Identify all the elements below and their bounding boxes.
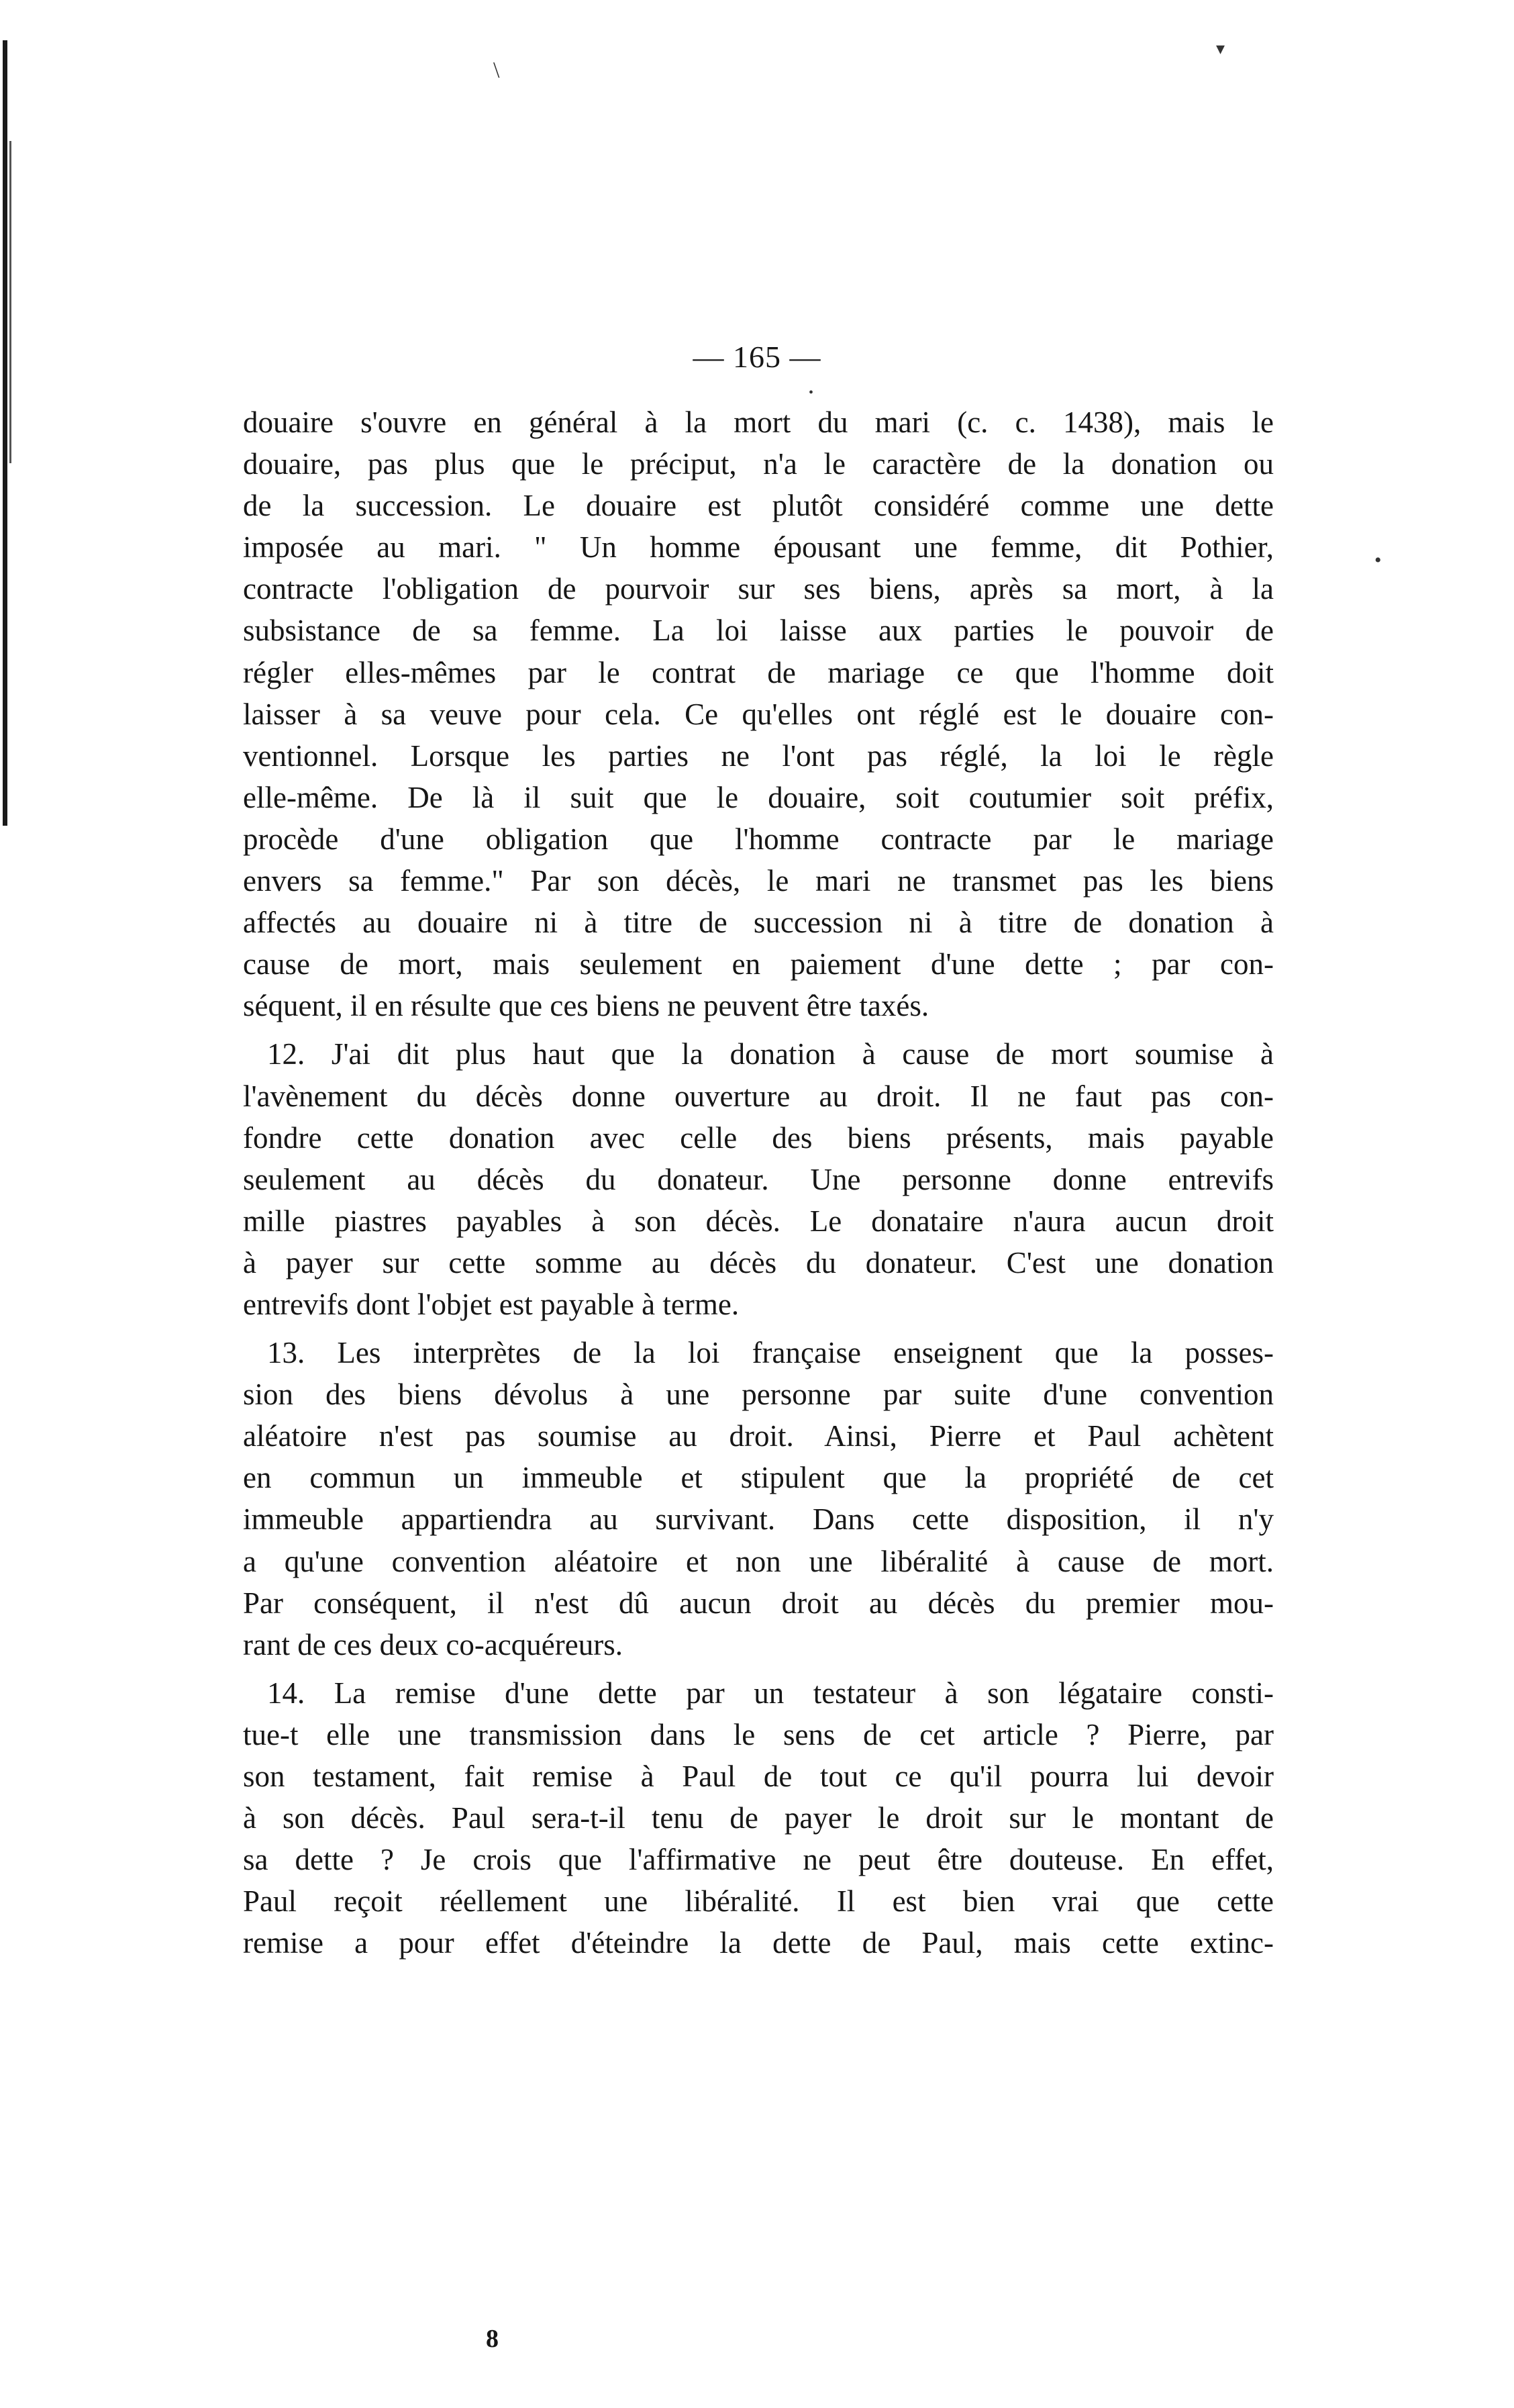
- page-number: — 165 —: [693, 340, 821, 374]
- scan-speck: •: [1374, 549, 1382, 571]
- text-line: Par conséquent, il n'est dû aucun droit au décès du premier mou-: [243, 1586, 1274, 1620]
- body-text: [243, 401, 1274, 1970]
- text-line: aléatoire n'est pas soumise au droit. Ainsi, Pierre et Paul achètent: [243, 1419, 1274, 1453]
- text-line: douaire, pas plus que le préciput, n'a le caractère de la donation ou: [243, 447, 1274, 481]
- text-line: subsistance de sa femme. La loi laisse aux parties le pouvoir de: [243, 614, 1274, 648]
- text-line: contracte l'obligation de pourvoir sur ses biens, après sa mort, à la: [243, 572, 1274, 606]
- text-line: seulement au décès du donateur. Une personne donne entrevifs: [243, 1162, 1274, 1196]
- paragraph: [243, 1672, 1274, 1964]
- footer-signature-mark: 8: [486, 2325, 499, 2353]
- text-line: son testament, fait remise à Paul de tout ce qu'il pourra lui devoir: [243, 1760, 1274, 1793]
- scan-speck: ▾: [1216, 39, 1225, 58]
- text-line: sa dette ? Je crois que l'affirmative ne peut être douteuse. En effet,: [243, 1843, 1274, 1877]
- paragraph: [243, 1332, 1274, 1666]
- text-line: envers sa femme." Par son décès, le mari ne transmet pas les biens: [243, 864, 1274, 898]
- text-line: procède d'une obligation que l'homme contracte par le mariage: [243, 822, 1274, 856]
- scan-edge-line-thin: [9, 141, 11, 463]
- text-line: cause de mort, mais seulement en paiement d'une dette ; par con-: [243, 947, 1274, 981]
- text-line: Paul reçoit réellement une libéralité. Il est bien vrai que cette: [243, 1884, 1274, 1919]
- text-line: immeuble appartiendra au survivant. Dans cette disposition, il n'y: [243, 1502, 1274, 1537]
- scan-edge-line: [3, 40, 7, 826]
- text-line: remise a pour effet d'éteindre la dette de Paul, mais cette extinc-: [243, 1926, 1274, 1960]
- text-line: rant de ces deux co-acquéreurs.: [243, 1627, 623, 1661]
- paragraph: [243, 401, 1274, 1026]
- text-line: entrevifs dont l'objet est payable à terme.: [243, 1287, 740, 1321]
- text-line: l'avènement du décès donne ouverture au droit. Il ne faut pas con-: [243, 1079, 1274, 1113]
- text-line: laisser à sa veuve pour cela. Ce qu'elles ont réglé est le douaire con-: [243, 697, 1274, 731]
- text-line: régler elles-mêmes par le contrat de mariage ce que l'homme doit: [243, 655, 1274, 689]
- text-line: 13. Les interprètes de la loi française enseignent que la posses-: [267, 1336, 1274, 1370]
- text-line: douaire s'ouvre en général à la mort du mari (c. c. 1438), mais le: [243, 405, 1274, 439]
- scan-speck: •: [809, 385, 814, 400]
- text-line: en commun un immeuble et stipulent que la propriété de cet: [243, 1461, 1274, 1495]
- text-line: elle-même. De là il suit que le douaire, soit coutumier soit préfix,: [243, 780, 1274, 814]
- text-line: sion des biens dévolus à une personne par suite d'une convention: [243, 1378, 1274, 1412]
- text-line: tue-t elle une transmission dans le sens de cet article ? Pierre, par: [243, 1717, 1274, 1751]
- text-line: a qu'une convention aléatoire et non une libéralité à cause de mort.: [243, 1544, 1274, 1578]
- text-line: de la succession. Le douaire est plutôt considéré comme une dette: [243, 489, 1274, 523]
- text-line: affectés au douaire ni à titre de succession ni à titre de donation à: [243, 906, 1274, 940]
- text-line: à son décès. Paul sera-t-il tenu de payer le droit sur le montant de: [243, 1801, 1274, 1835]
- text-line: mille piastres payables à son décès. Le donataire n'aura aucun droit: [243, 1204, 1274, 1238]
- scan-speck: \: [493, 58, 500, 83]
- text-line: fondre cette donation avec celle des biens présents, mais payable: [243, 1120, 1274, 1155]
- text-line: ventionnel. Lorsque les parties ne l'ont pas réglé, la loi le règle: [243, 738, 1274, 773]
- text-line: imposée au mari. " Un homme épousant une femme, dit Pothier,: [243, 530, 1274, 565]
- text-line: 14. La remise d'une dette par un testateur à son légataire consti-: [267, 1676, 1274, 1710]
- text-line: séquent, il en résulte que ces biens ne peuvent être taxés.: [243, 989, 929, 1023]
- text-line: à payer sur cette somme au décès du donateur. C'est une donation: [243, 1245, 1274, 1280]
- paragraph: [243, 1033, 1274, 1325]
- text-line: 12. J'ai dit plus haut que la donation à cause de mort soumise à: [267, 1037, 1274, 1071]
